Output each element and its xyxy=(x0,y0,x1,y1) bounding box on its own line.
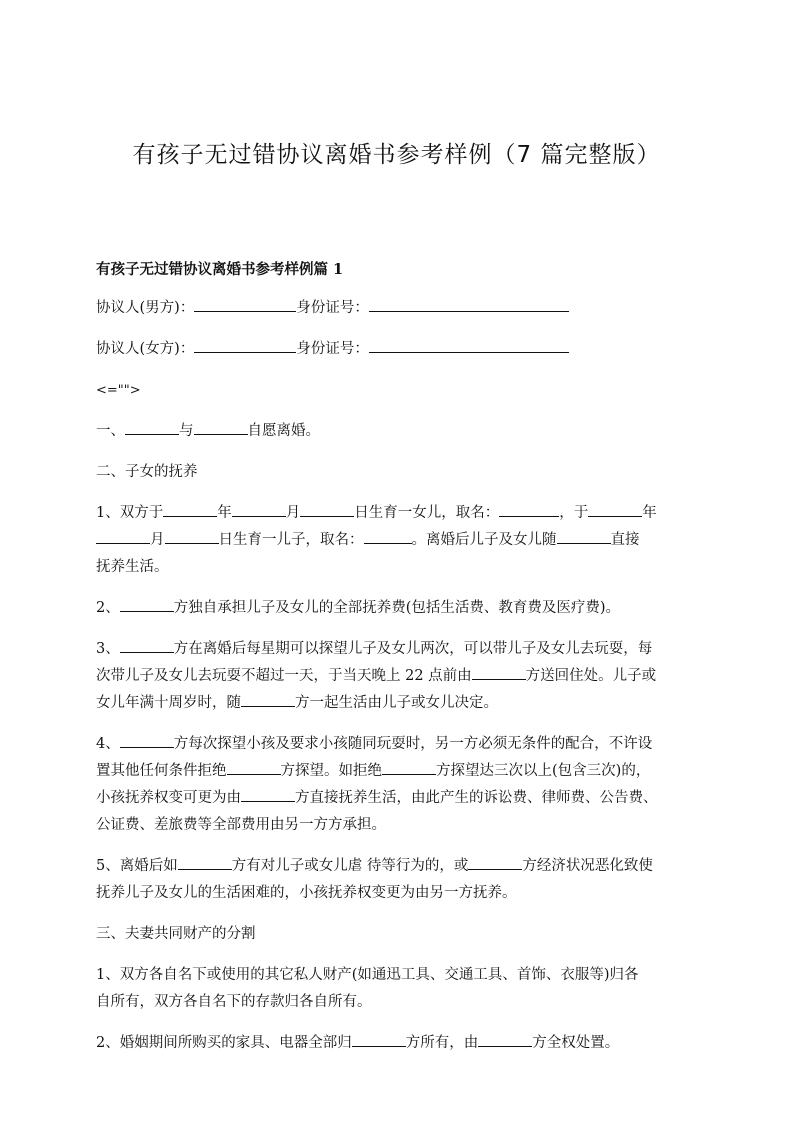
clause-text: 年 xyxy=(217,505,232,521)
blank-field[interactable] xyxy=(557,529,611,544)
clause-text: 方直接抚养生活，由此产生的诉讼费、律师费、公告费、 xyxy=(295,790,658,806)
blank-field[interactable] xyxy=(96,529,150,544)
id-label: 身份证号： xyxy=(296,300,369,316)
clause-text: 日生育一儿子，取名： xyxy=(218,532,364,548)
paragraph-1 xyxy=(96,500,706,581)
blank-field[interactable] xyxy=(120,597,174,612)
clause-text: 自愿离婚。 xyxy=(247,423,320,439)
clause-text: 方送回住处。儿子或 xyxy=(525,668,657,684)
clause-text: 直接 xyxy=(610,532,640,548)
blank-field[interactable] xyxy=(369,338,569,353)
blank-field[interactable] xyxy=(472,665,526,680)
clause-text: 。离婚后儿子及女儿随 xyxy=(411,532,557,548)
clause-text: 方探望达三次以上(包含三次)的， xyxy=(436,763,651,779)
clause-text: 3、 xyxy=(96,641,120,657)
clause-text: 月 xyxy=(150,532,165,548)
blank-field[interactable] xyxy=(194,297,296,312)
clause-text: 置其他任何条件拒绝 xyxy=(96,763,227,779)
clause-text: ，于 xyxy=(559,505,589,521)
clause-text: 自所有，双方各自名下的存款归各自所有。 xyxy=(96,994,372,1010)
blank-field[interactable] xyxy=(478,1032,532,1047)
blank-field[interactable] xyxy=(468,855,522,870)
paragraph-6 xyxy=(96,962,706,1016)
id-label: 身份证号： xyxy=(296,341,369,357)
party-male-line xyxy=(96,295,706,322)
clause-text: 日生育一女儿，取名： xyxy=(354,505,500,521)
blank-field[interactable] xyxy=(178,855,232,870)
clause-1 xyxy=(96,418,706,445)
blank-field[interactable] xyxy=(241,692,295,707)
clause-text: 2、婚姻期间所购买的家具、电器全部归 xyxy=(96,1035,352,1051)
section-3-heading: 三、夫妻共同财产的分割 xyxy=(96,926,256,942)
clause-text: 方在离婚后每星期可以探望儿子及女儿两次，可以带儿子及女儿去玩耍，每 xyxy=(173,641,653,657)
clause-text: 1、双方各自名下或使用的其它私人财产(如通迅工具、交通工具、首饰、衣服等)归各 xyxy=(96,967,639,983)
party-female-label: 协议人(女方)： xyxy=(96,341,195,357)
blank-field[interactable] xyxy=(120,638,174,653)
blank-field[interactable] xyxy=(352,1032,406,1047)
clause-text: 一、 xyxy=(96,423,125,439)
clause-text: 小孩抚养权变可更为由 xyxy=(96,790,241,806)
blank-field[interactable] xyxy=(194,420,248,435)
clause-text: 方所有，由 xyxy=(405,1035,479,1051)
clause-text: 女儿年满十周岁时，随 xyxy=(96,695,241,711)
clause-text: 5、离婚后如 xyxy=(96,858,178,874)
clause-text: 4、 xyxy=(96,736,120,752)
blank-field[interactable] xyxy=(232,502,286,517)
party-male-label: 协议人(男方)： xyxy=(96,300,195,316)
paragraph-7 xyxy=(96,1030,706,1057)
clause-text: 抚养生活。 xyxy=(96,559,169,575)
document-body xyxy=(96,256,706,1071)
clause-text: 方经济状况恶化致使 xyxy=(522,858,653,874)
clause-text: 方独自承担儿子及女儿的全部抚养费(包括生活费、教育费及医疗费)。 xyxy=(173,600,621,616)
clause-text: 方一起生活由儿子或女儿决定。 xyxy=(295,695,498,711)
blank-field[interactable] xyxy=(194,338,296,353)
clause-text: 2、 xyxy=(96,600,120,616)
clause-text: 次带儿子及女儿去玩耍不超过一天，于当天晚上 22 点前由 xyxy=(96,668,472,684)
markup-artifact: <=""> xyxy=(96,383,141,398)
blank-field[interactable] xyxy=(125,420,179,435)
blank-field[interactable] xyxy=(382,760,436,775)
paragraph-2 xyxy=(96,595,706,622)
blank-field[interactable] xyxy=(300,502,354,517)
paragraph-4 xyxy=(96,731,706,839)
document-title: 有孩子无过错协议离婚书参考样例（7 篇完整版） xyxy=(132,142,661,168)
blank-field[interactable] xyxy=(241,787,295,802)
blank-field[interactable] xyxy=(227,760,281,775)
blank-field[interactable] xyxy=(165,529,219,544)
clause-text: 方全权处置。 xyxy=(532,1035,620,1051)
blank-field[interactable] xyxy=(364,529,412,544)
paragraph-3 xyxy=(96,636,706,717)
clause-text: 与 xyxy=(179,423,194,439)
clause-text: 月 xyxy=(285,505,301,521)
clause-text: 抚养儿子及女儿的生活困难的，小孩抚养权变更为由另一方抚养。 xyxy=(96,885,517,901)
clause-text: 方探望。如拒绝 xyxy=(280,763,382,779)
clause-text: 1、双方于 xyxy=(96,505,164,521)
clause-text: 方有对儿子或女儿虐 待等行为的，或 xyxy=(231,858,469,874)
clause-text: 公证费、差旅费等全部费用由另一方方承担。 xyxy=(96,817,386,833)
blank-field[interactable] xyxy=(369,297,569,312)
paragraph-5 xyxy=(96,853,706,907)
blank-field[interactable] xyxy=(163,502,217,517)
party-female-line xyxy=(96,336,706,363)
section-2-heading: 二、子女的抚养 xyxy=(96,464,198,480)
blank-field[interactable] xyxy=(120,733,174,748)
section-heading: 有孩子无过错协议离婚书参考样例篇 1 xyxy=(96,261,344,278)
clause-text: 年 xyxy=(642,505,657,521)
blank-field[interactable] xyxy=(499,502,559,517)
blank-field[interactable] xyxy=(588,502,642,517)
clause-text: 方每次探望小孩及要求小孩随同玩耍时，另一方必须无条件的配合，不许设 xyxy=(173,736,653,752)
